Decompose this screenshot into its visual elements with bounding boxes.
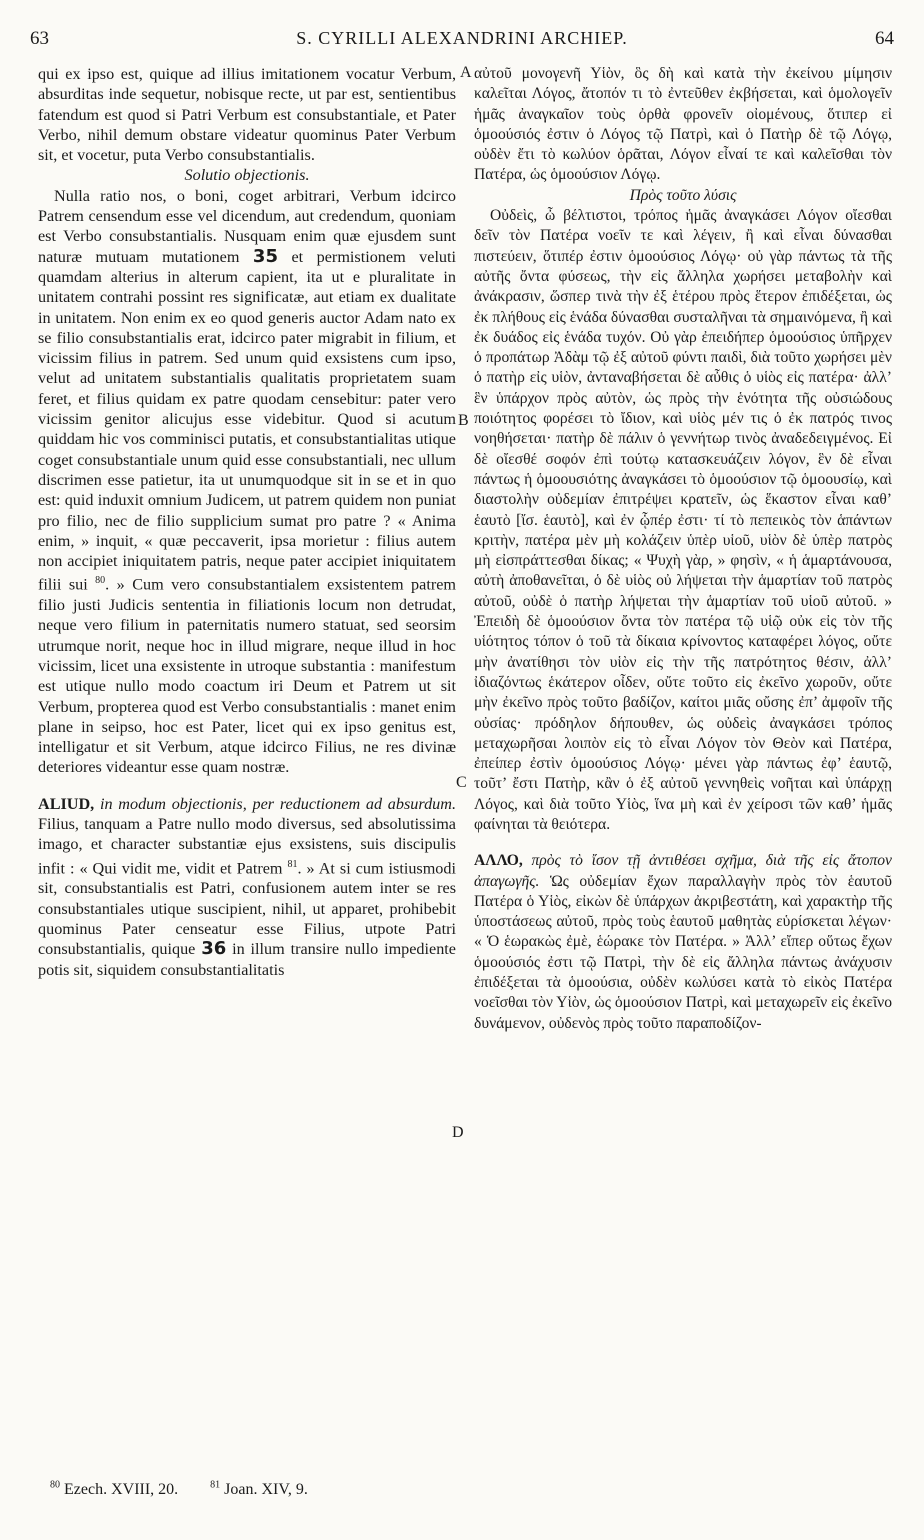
- footnote-ref: 80: [95, 575, 106, 587]
- latin-text: in illum transire nullo impediente potis sit, siquidem consubstantialitatis: [38, 940, 456, 979]
- margin-letter-a: A: [460, 64, 472, 81]
- footnote-text: Joan. XIV, 9.: [224, 1481, 308, 1499]
- greek-section-label: ΑΛΛΟ,: [474, 852, 523, 870]
- greek-paragraph: Οὐδεὶς, ὦ βέλτιστοι, τρόπος ἡμᾶς ἀναγκάσει Λόγον οἴεσθαι δεῖν τὸν Πατέρα νοεῖν τε καὶ λέγειν, ἢ καὶ εἶναι δύνασθαι πιστεύειν, ὅτιπέρ ἐστιν ὁμοούσιος Λόγῳ· οὐ γὰρ πάντως τὰ τῆς αὐτῆς ὄντα φύσεως, τὴν εἰς ἄλληλα χωρήσει μεταβολὴν καὶ ἀνάκρασιν, ὥσπερ τινὰ τὴν ἐξ ἑτέρου πρὸς ἕτερον ἐπιδέξεται, ὡς ἐκ πλήθους εἰς ἑνάδα δύνασθαι συσταλῆναι τὰ σημαινόμενα, ἢ καὶ ἐκ δυάδος εἰς ἑνάδα τυχόν. Οὐ γὰρ ἐπειδήπερ ὁμοούσιος ὑπῆρχεν ὁ προπάτωρ Ἀδὰμ τῷ ἐξ αὐτοῦ φύντι παιδὶ, διὰ τοῦτο χωρήσει μὲν ὁ πατὴρ εἰς υἱὸν, ἀνταναβήσεται δὲ αὖθις ὁ υἱὸς εἰς πατέρα· ἀλλ’ ἓν ὑπάρχον πρὸς αὐτὸν, ὡς πρὸς τὴν ἑνότητα τῆς οὐσιώδους ποιότητος φορέσει τὸ ἴδιον, καὶ υἱὸς μέν τις ὁ ἐκ πατρός τινος νοηθήσεται· πατὴρ δὲ πάλιν ὁ γεννήτωρ τινὸς ἀναδεδειγμένος. Εἰ δὲ οἴεσθέ σοφόν ἐπὶ τούτῳ κατασκευάζειν λόγον, ἓν δὲ εἶναι πάντως ἡ ὁμοουσιότης ἀναγκάσει τὸ ὁμοούσιον τῷ ὁμοουσίῳ, καὶ διαστολὴν οὐδεμίαν ἐπιτρέψει κρατεῖν, ὡς ἕκαστον εἶναι καθ’ ἑαυτὸ [ἴσ. ἑαυτὸ], καὶ ἐν ᾧπέρ ἐστι· τί τὸ πεπεικὸς τὸν ἁπάντων κριτὴν, πατέρα μὲν μὴ κολάζειν ὑπὲρ υἱοῦ, υἱὸν δὲ ὑπὲρ πατρὸς μὴ εἰσπράττεσθαι δίκας; « Ψυχὴ γὰρ, » φησὶν, « ἡ ἁμαρτάνουσα, αὐτὴ ἀποθανεῖται, ὁ δὲ υἱὸς οὐ λήψεται τὴν ἁμαρτίαν τοῦ πατρὸς αὐτοῦ, οὐδὲ ὁ πατὴρ λήψεται τὴν ἁμαρτίαν τοῦ υἱοῦ αὐτοῦ. » Ἐπειδὴ δὲ ὁμοούσιον ὄντα τὸν πατέρα τῷ υἱῷ οὐκ εἰς τὸν τῆς υἱότητος τόπον ὁ τοῦ τὰ δίκαια κρίνοντος καταφέρει λόγος, οὔτε μὴν ἀνατίθησι τὸν υἱὸν εἰς τὴν τῆς πατρότητος θέσιν, ἀλλ’ ἰδιαζόντως ἑκάτερον οἶδεν, οὔτε τοῦτο εἰς ἐκεῖνο χωροῦν, οὔτε μὴν ἐκεῖνο πρὸς τοῦτο βαδίζον, καίτοι μιᾶς οὔσης ἐπ’ ἀμφοῖν τῆς οὐσίας· πρόδηλον δήπουθεν, ὡς οὐδεὶς ἀναγκάσει τρόπος μεταχωρῆσαι λοιπὸν εἰς τὸ εἶναι Λόγον τὸν Θεὸν καὶ Πατέρα, ἐπείπερ ἐστὶν ὁμοούσιος Λόγῳ· μένει γὰρ πάντως ἐφ’ ἑαυτῷ, τοῦτ’ ἔστι Πατὴρ, κἂν ὁ ἐξ αὐτοῦ γεννηθεὶς νοῆται καὶ ὑπάρχῃ Λόγος, καὶ διὰ τοῦτο Υἱὸς, ἵνα μὴ καὶ ἐν χείροσι τῶν καθ’ ἡμᾶς φαίνηται τὰ θειότερα.: [474, 207, 892, 833]
- column-number-marker: 36: [201, 938, 227, 960]
- greek-column: [474, 64, 892, 1034]
- latin-paragraph: [38, 186, 456, 778]
- footnote-80: [50, 1481, 178, 1498]
- page-number-right: 64: [875, 28, 894, 49]
- footnote-number: 81: [210, 1480, 221, 1491]
- latin-section-heading: Solutio objectionis.: [184, 166, 310, 185]
- greek-paragraph: αὐτοῦ μονογενῆ Υἱὸν, ὃς δὴ καὶ κατὰ τὴν ἐκείνου μίμησιν καλεῖται Λόγος, ἄτοπόν τι τὸ ἐντεῦθεν ἐκβήσεται, καὶ ὁμολογεῖν ἡμᾶς ἀναγκαῖον τοὺς ὀρθὰ φρονεῖν οἰομένους, ὅτιπερ εἰ ὁμοούσιός ἐστιν ὁ Λόγος τῷ Πατρὶ, καὶ ὁ Πατὴρ δὲ τῷ Λόγῳ, οὐδὲν ἔτι τὸ κωλύον ὁρᾶται, Λόγον εἶναί τε καὶ καλεῖσθαι τὸν Πατέρα, ὡς ὁμοούσιον Λόγῳ.: [474, 65, 892, 184]
- latin-paragraph: [38, 794, 456, 980]
- running-title: S. CYRILLI ALEXANDRINI ARCHIEP.: [296, 28, 628, 48]
- latin-column: [38, 64, 456, 980]
- margin-letter-b: B: [458, 412, 469, 429]
- latin-text: Filius, tanquam a Patre nullo modo diversus, sed absolutissima imago, et character substantiæ ejus exsistens, suis discipulis infit : « Qui vidit me, vidit et Patrem: [38, 815, 456, 878]
- footnote-text: Ezech. XVIII, 20.: [64, 1481, 179, 1499]
- page-number-left: 63: [30, 28, 49, 49]
- latin-text: Nulla ratio nos, o boni, coget arbitrari, Verbum idcirco Patrem censendum esse vel dicendum, aut credendum, quoniam est Verbo consubstantialis. Nusquam enim quæ ejusdem sunt naturæ mutuam mutationem: [38, 186, 456, 266]
- margin-letter-d: D: [452, 1124, 464, 1141]
- latin-text: . » Cum vero consubstantialem exsistentem patrem filio justi Judicis sententia in filiationis locum non detrudat, neque vero filium in paternitatis numero statuat, sed seorsim utrumque norit, neque hoc in illud migrare, neque illud in hoc vicissim, licet una exsistente in utroque substantia : manifestum est utique nullo modo coactum iri Deum et Patrem ut sit Verbum, propterea quod est Verbo consubstantialis : manet enim plane in seipso, hoc est Pater, licet qui ex ipso genitus est, intelligatur et sit Verbum, atque idcirco Filius, ne res divinæ deteriores videantur esse quam nostræ.: [38, 575, 456, 777]
- latin-text: . » At si cum istiusmodi sit, consubstantialis est Patri, confusionem autem inter se res consubstantiales utique suscipient, nihil, ut apparet, prohibebit quominus Pater censeatur esse Filius, utpote Patri consubstantialis, quique: [38, 859, 456, 959]
- running-header: [30, 28, 894, 58]
- latin-section-subtitle: in modum objectionis, per reductionem ad absurdum.: [99, 794, 457, 813]
- greek-section-subtitle: πρὸς τὸ ἴσον τῇ ἀντιθέσει σχῆμα, διὰ τῆς εἰς ἄτοπον ἀπαγωγῆς.: [474, 852, 892, 890]
- greek-text: Ὡς οὐδεμίαν ἔχων παραλλαγὴν πρὸς τὸν ἑαυτοῦ Πατέρα ὁ Υἱὸς, εἰκὼν δὲ ὑπάρχων ἀκριβεστάτη, καὶ χαρακτὴρ τῆς ὑποστάσεως αὐτοῦ, πρὸς τοὺς ἑαυτοῦ μαθητὰς εὑρίσκεται λέγων· « Ὁ ἑωρακὼς ἐμὲ, ἑώρακε τὸν Πατέρα. » Ἀλλ’ εἴπερ οὕτως ἔχων ὁμοούσιός ἐστι τῷ Πατρὶ, τὴν δὲ εἰς ἄλληλα πάντως ἀνάχυσιν ἐπιδέξεται τὰ ὁμοούσια, οὐδὲν κωλύσει κατὰ τὸ εἰκὸς Πατέρα νοεῖσθαι τὸν Υἱὸν, ὡς ὁμοούσιον Πατρὶ, καὶ μεταχωρεῖν εἰς ἐκεῖνο δυνάμενον, οὐδενὸς πρὸς τοῦτο παραποδίζον-: [474, 872, 892, 1032]
- footnote-ref: 81: [287, 858, 298, 870]
- footnote-81: [210, 1481, 308, 1498]
- latin-paragraph: qui ex ipso est, quique ad illius imitationem vocatur Verbum, absurditas inde sequetur, nobisque recte, ut par est, sentientibus fatendum est quod si Patri Verbum est consubstantiale, et Pater Verbo, nihil demum obstare videatur quominus Pater Verbum sit, et vocetur, puta Verbo consubstantialis.: [38, 65, 456, 165]
- greek-paragraph: [474, 851, 892, 1034]
- latin-text: et permistionem veluti quamdam alterius in alterum capient, ita ut e pluralitate in unitatem contrahi possint res significatæ, aut etiam ex dualitate in unitatem. Non enim ex eo quod generis auctor Adam nato ex se filio consubstantialis erat, idcirco pater migrabit in filium, et vicissim filius in patrem. Sed unum quid exsistens cum ipso, velut ad unitatem substantialis qualitatis proprietatem suam feret, et filius quidam ex patre quodam censebitur: pater vero vicissim genitor alicujus esse videbitur. Quod si acutum quiddam hic vos comminisci putatis, et consubstantialitas utique coget consubstantiale unum quid esse consubstantiali, nec ullum discrimen esse patietur, ita ut unumquodque sit in se et in quo est: quid induxit omnium Judicem, ut patrem quidem non puniat pro filio, nec de filio supplicium sumat pro patre ? « Anima enim, » inquit, « quæ peccaverit, ipsa morietur : filius autem non accipiet iniquitatem patris, neque pater accipiet iniquitatem filii sui: [38, 247, 457, 594]
- footnote-number: 80: [50, 1480, 60, 1491]
- greek-section-heading: Πρὸς τοῦτο λύσις: [629, 186, 737, 204]
- margin-letter-c: C: [456, 774, 467, 791]
- footnotes: [50, 1480, 336, 1499]
- column-number-marker: 35: [252, 245, 278, 267]
- latin-section-label: ALIUD,: [38, 794, 95, 813]
